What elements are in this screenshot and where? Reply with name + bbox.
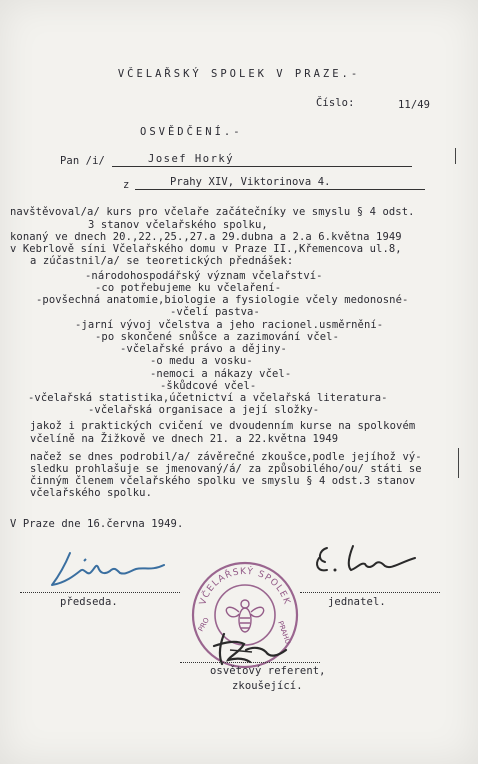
intro-line-3: konaný ve dnech 20.,22.,25.,27.a 29.dubna a 2.a 6.května 1949 (10, 231, 402, 243)
secretary-signature (305, 540, 445, 580)
intro-line-5: a zúčastnil/a/ se teoretických přednášek: (30, 255, 294, 267)
recipient-name: Josef Horký (148, 153, 235, 165)
practice-line-1: jakož i praktických cvičení ve dvoudenním kurse na spolkovém (30, 420, 416, 432)
lecture-5: -jarní vývoj včelstva a jeho racionel.usměrnění- (75, 319, 384, 331)
intro-line-2: 3 stanov včelařského spolku, (88, 219, 268, 231)
stamp-top-text: VČELAŘSKÝ SPOLEK (198, 566, 292, 607)
secretary-label: jednatel. (328, 596, 386, 608)
practice-line-2: včelíně na Žižkově ve dnech 21. a 22.května 1949 (30, 433, 339, 445)
lecture-9: -nemoci a nákazy včel- (150, 368, 292, 380)
result-line-1: načež se dnes podrobil/a/ závěrečné zkoušce,podle jejíhož vý- (30, 451, 422, 463)
society-heading: VČELAŘSKÝ SPOLEK V PRAZE.- (117, 68, 361, 80)
result-line-2: sledku prohlašuje se jmenovaný/á/ za způsobilého/ou/ státi se (30, 463, 422, 475)
stamp-left-text: PRO (196, 616, 212, 633)
document-title: OSVĚDČENÍ.- (140, 126, 243, 138)
lecture-2: -co potřebujeme ku včelaření- (95, 282, 282, 294)
chairman-label: předseda. (60, 596, 118, 608)
chairman-signature (40, 545, 180, 593)
date-line: V Praze dne 16.června 1949. (10, 518, 184, 530)
lecturer-label: osvětový referent, (210, 665, 326, 677)
address-underline (135, 189, 425, 190)
stamp-right-text: PRAHU (276, 619, 292, 646)
margin-mark (455, 148, 456, 164)
lecture-8: -o medu a vosku- (150, 355, 253, 367)
name-underline (112, 166, 412, 167)
result-line-3: činným členem včelařského spolku ve smyslu § 4 odst.3 stanov (30, 475, 416, 487)
margin-mark (458, 448, 459, 478)
examiner-label: zkoušející. (232, 680, 303, 692)
intro-line-1: navštěvoval/a/ kurs pro včelaře začátečníky ve smyslu § 4 odst. (10, 206, 415, 218)
result-line-4: včelařského spolku. (30, 487, 153, 499)
lecture-6: -po skončené snůšce a zazimování včel- (95, 331, 340, 343)
lecture-1: -národohospodářský význam včelařství- (85, 270, 323, 282)
lecture-10: -škůdcové včel- (160, 380, 257, 392)
pan-label: Pan /i/ (60, 155, 105, 167)
recipient-address: Prahy XIV, Viktorinova 4. (170, 176, 331, 188)
lecture-7: -včelařské právo a dějiny- (120, 343, 287, 355)
lecturer-line (180, 662, 320, 663)
number-label: Číslo: (316, 97, 355, 109)
secretary-line (300, 592, 440, 593)
chairman-line (20, 592, 180, 593)
lecture-11: -včelařská statistika,účetnictví a včelařská literatura- (28, 392, 388, 404)
z-label: z (123, 179, 130, 191)
intro-line-4: v Kebrlově síni Včelařského domu v Praze II.,Křemencova ul.8, (10, 243, 402, 255)
lecture-3: -povšechná anatomie,biologie a fysiologie včely medonosné- (36, 294, 409, 306)
lecture-4: -včelí pastva- (170, 306, 260, 318)
lecture-12: -včelařská organisace a její složky- (88, 404, 320, 416)
number-value: 11/49 (398, 99, 431, 111)
